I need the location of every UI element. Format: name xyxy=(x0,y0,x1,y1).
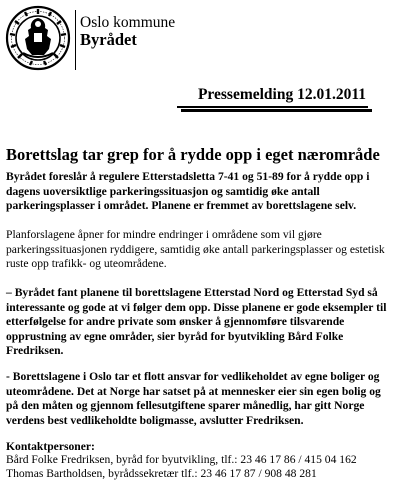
quote-line: opprustning av egne områder, sier byråd for byutvikling Bård Folke xyxy=(6,329,344,343)
contact-heading: Kontaktpersoner: xyxy=(6,440,95,453)
body-line: ruste opp trafikk- og uteområdene. xyxy=(6,257,167,271)
contact-person: Thomas Bartholdsen, byrådssekretær tlf.: 23 46 17 87 / 908 48 281 xyxy=(6,466,317,480)
contact-section xyxy=(6,440,357,480)
lead-paragraph xyxy=(6,170,392,214)
closing-line: uteområdene. Det at Norge har satset på at mennesker eier sin egen bolig og xyxy=(6,384,381,398)
lead-line: dagens uoversiktlige parkeringssituasjon og samtidig øke antall xyxy=(6,184,320,198)
body-paragraph xyxy=(6,228,392,272)
closing-paragraph xyxy=(6,370,392,428)
lead-line: parkeringsplasser i området. Planene er fremmet av borettslagene selv. xyxy=(6,199,357,213)
article-headline: Borettslag tar grep for å rydde opp i eget nærområde xyxy=(6,145,380,164)
quote-line: Fredriksen. xyxy=(6,344,64,358)
press-release-banner xyxy=(177,86,368,108)
press-release-date: Pressemelding 12.01.2011 xyxy=(197,86,366,103)
contact-person: Bård Folke Fredriksen, byråd for byutvikling, tlf.: 23 46 17 86 / 415 04 162 xyxy=(6,453,357,467)
quote-line: etterfølgelse for andre private som ønsker å gjennomføre tilsvarende xyxy=(6,315,345,329)
organization-name: Oslo kommune xyxy=(80,14,176,31)
department-name: Byrådet xyxy=(80,30,137,49)
body-line: Planforslagene åpner for mindre endringer i områdene som vil gjøre xyxy=(6,228,322,241)
banner-underline-shadow xyxy=(181,109,372,112)
closing-line: på den måten og gjennom fellesutgiftene sparer månedlig, har gitt Norge xyxy=(6,399,365,413)
quote-line: – Byrådet fant planene til borettslagene Etterstad Nord og Etterstad Syd så xyxy=(6,286,378,299)
lead-line: Byrådet foreslår å regulere Etterstadsletta 7-41 og 51-89 for å rydde opp i xyxy=(6,170,370,183)
quote-line: interessante og gode at vi følger dem opp. Disse planene er gode eksempler til xyxy=(6,300,387,314)
header-divider xyxy=(75,10,76,70)
banner-underline xyxy=(177,106,368,108)
closing-line: - Borettslagene i Oslo tar et flott ansvar for vedlikeholdet av egne boliger og xyxy=(6,370,380,383)
closing-line: verdens best vedlikeholdte boligmasse, avslutter Fredriksen. xyxy=(6,413,304,427)
oslo-city-seal-icon xyxy=(5,5,71,71)
body-line: parkeringssituasjonen ryddigere, samtidig øke antall parkeringsplasser og estetisk xyxy=(6,242,385,256)
quote-paragraph xyxy=(6,286,392,359)
